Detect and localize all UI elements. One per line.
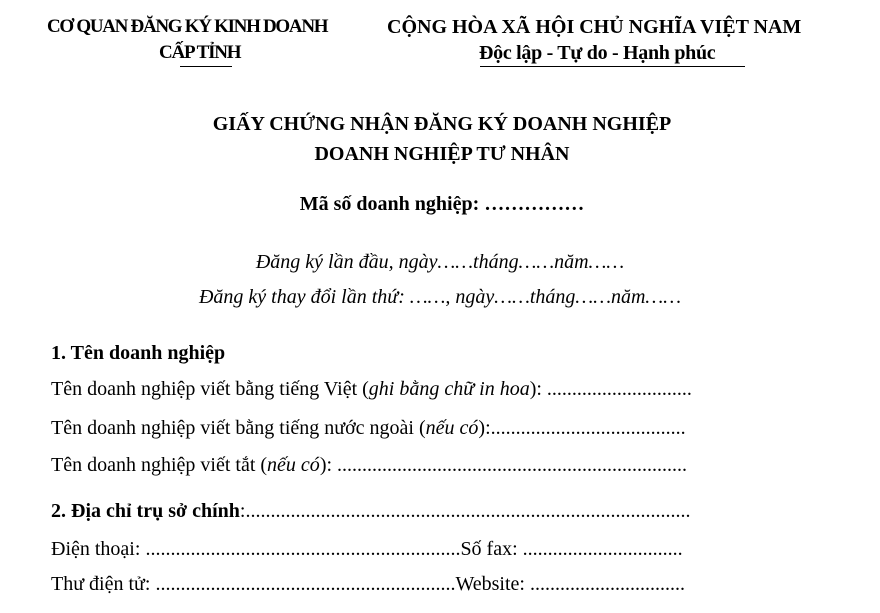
- vietnamese-name-suffix: ):: [529, 378, 547, 400]
- fax-label: Số fax:: [460, 538, 523, 560]
- email-field[interactable]: ............................................................: [155, 573, 456, 595]
- abbreviated-name-row: [51, 454, 687, 477]
- abbreviated-name-suffix: ):: [319, 454, 338, 476]
- phone-field[interactable]: ...............................................................: [145, 538, 461, 560]
- document-subtitle: DOANH NGHIỆP TƯ NHÂN: [314, 143, 570, 165]
- enterprise-code-field[interactable]: ……………: [484, 193, 585, 215]
- foreign-name-field[interactable]: .......................................: [490, 417, 686, 439]
- motto-underline-divider: [480, 66, 745, 67]
- abbreviated-name-note: nếu có: [267, 454, 320, 476]
- country-name: CỘNG HÒA XÃ HỘI CHỦ NGHĨA VIỆT NAM: [387, 16, 802, 38]
- vietnamese-name-note: ghi bằng chữ in hoa: [368, 378, 530, 400]
- agency-name: CƠ QUAN ĐĂNG KÝ KINH DOANH: [47, 16, 328, 37]
- abbreviated-name-label: Tên doanh nghiệp viết tắt (: [51, 454, 268, 476]
- website-label: Website:: [455, 573, 530, 595]
- section-1-heading: 1. Tên doanh nghiệp: [51, 342, 226, 364]
- agency-level: CẤP TỈNH: [159, 42, 241, 63]
- email-website-row: [51, 573, 685, 596]
- vietnamese-name-label: Tên doanh nghiệp viết bằng tiếng Việt (: [51, 378, 369, 400]
- section-2-heading: 2. Địa chỉ trụ sở chính: [51, 500, 240, 522]
- section-2-row: [51, 500, 690, 523]
- email-label: Thư điện tử:: [51, 573, 156, 595]
- abbreviated-name-field[interactable]: ......................................................................: [337, 454, 688, 476]
- vietnamese-name-field[interactable]: .............................: [546, 378, 692, 400]
- phone-fax-row: [51, 538, 683, 561]
- document-title: GIẤY CHỨNG NHẬN ĐĂNG KÝ DOANH NGHIỆP: [212, 113, 672, 135]
- national-motto: Độc lập - Tự do - Hạnh phúc: [479, 42, 716, 64]
- vietnamese-name-row: [51, 378, 692, 401]
- enterprise-code-label: Mã số doanh nghiệp:: [299, 193, 485, 215]
- foreign-name-label: Tên doanh nghiệp viết bằng tiếng nước ngoài (: [51, 417, 426, 439]
- fax-field[interactable]: ................................: [522, 538, 683, 560]
- phone-label: Điện thoại:: [51, 538, 146, 560]
- first-registration-date: Đăng ký lần đầu, ngày……tháng……năm……: [255, 251, 625, 273]
- head-office-address-field[interactable]: .........................................................................................: [245, 500, 691, 522]
- enterprise-code: [2, 193, 880, 216]
- foreign-name-row: [51, 417, 686, 440]
- foreign-name-suffix: ):: [478, 417, 491, 439]
- agency-underline-divider: [180, 66, 232, 67]
- website-field[interactable]: ...............................: [529, 573, 685, 595]
- section-2-colon: :: [239, 500, 246, 522]
- foreign-name-note: nếu có: [425, 417, 479, 439]
- change-registration-date: Đăng ký thay đổi lần thứ: ……, ngày……tháng……năm……: [198, 286, 681, 308]
